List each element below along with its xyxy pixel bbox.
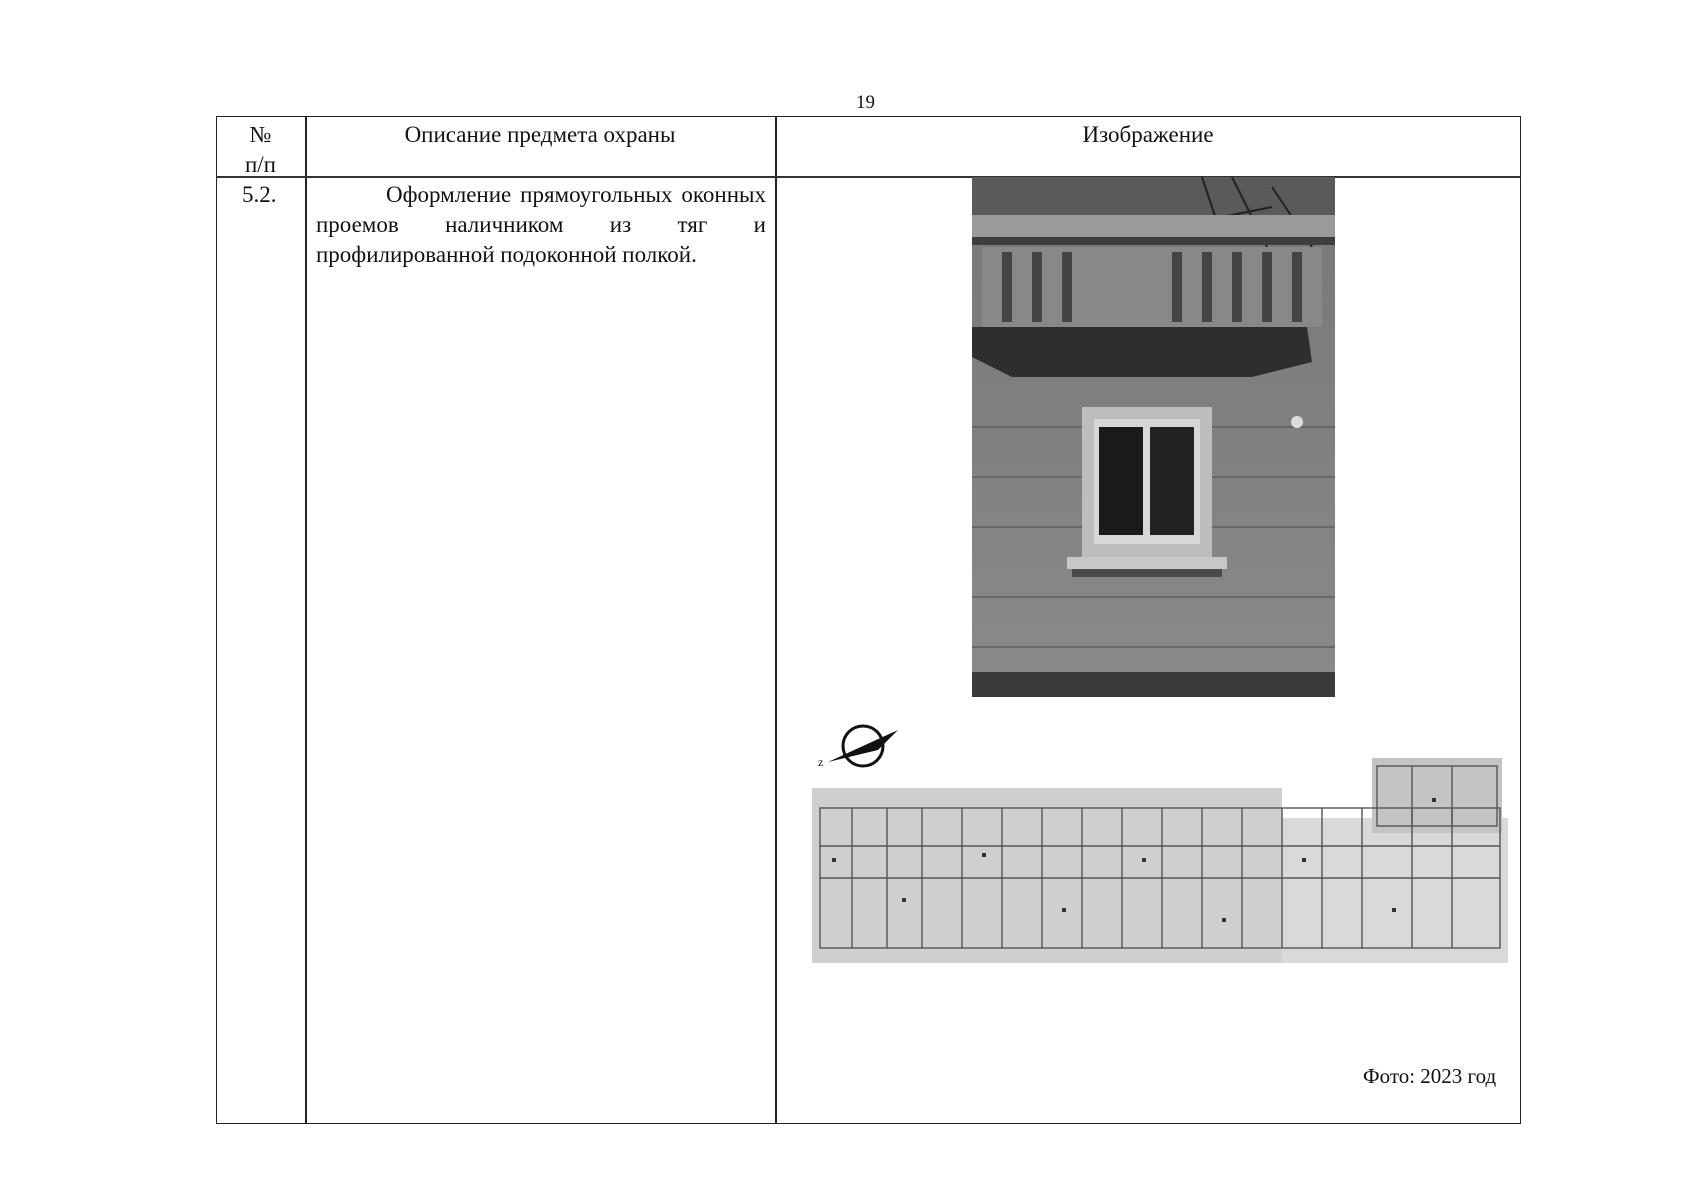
facade-window-photo bbox=[972, 177, 1335, 697]
header-image: Изображение bbox=[1082, 122, 1214, 147]
photo-caption: Фото: 2023 год bbox=[1363, 1064, 1497, 1088]
column-divider bbox=[775, 116, 777, 1124]
column-divider bbox=[305, 116, 307, 1124]
svg-text:z: z bbox=[818, 755, 824, 769]
row-description: Оформление прямоугольных оконных проемов наличником из тяг и профилированной подоконной полкой. bbox=[316, 182, 766, 267]
page-number: 19 bbox=[856, 92, 875, 113]
row-number: 5.2. bbox=[242, 182, 277, 207]
header-description: Описание предмета охраны bbox=[404, 122, 676, 147]
header-number: № п/п bbox=[244, 122, 276, 177]
floor-plan bbox=[812, 758, 1508, 972]
